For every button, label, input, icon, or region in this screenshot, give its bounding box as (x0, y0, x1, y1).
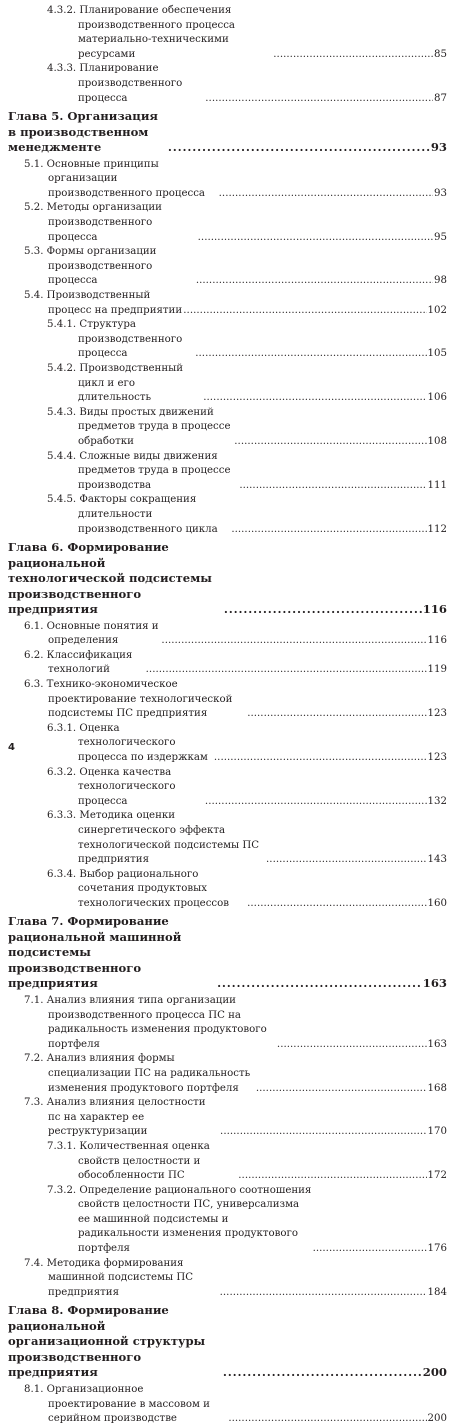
dot-leader (203, 391, 426, 406)
toc-item[interactable] (8, 1052, 447, 1096)
toc-item[interactable] (8, 245, 447, 289)
toc-entry-page: 87 (434, 92, 447, 104)
page-number: 4 (8, 742, 15, 753)
dot-leader (234, 435, 426, 450)
toc-item[interactable] (8, 994, 447, 1052)
toc-entry-title: 6.1. Основные понятия и определения (24, 620, 159, 647)
dot-leader (224, 602, 422, 618)
toc-entry-page: 93 (430, 140, 447, 155)
toc-entry-title: 5.4.4. Сложные виды движения предметов труда в процессе производства (47, 450, 231, 491)
toc-entry-page: 176 (427, 1243, 447, 1255)
toc-entry-page: 85 (434, 48, 447, 60)
dot-leader (220, 1125, 427, 1140)
dot-leader (168, 140, 430, 156)
toc-item[interactable] (8, 1184, 447, 1257)
toc-entry-title: Глава 7. Формирование рациональной машинной подсистемы производственного предприятия (8, 914, 182, 991)
toc-entry-page: 123 (427, 708, 447, 720)
toc-entry-title: 6.3.3. Методика оценки синергетического эффекта технологической подсистемы ПС предприятия (47, 810, 260, 866)
toc-entry-title: 7.2. Анализ влияния формы специализации ПС на радикальность изменения продуктового портфеля (24, 1053, 251, 1094)
toc-entry-page: 106 (427, 392, 447, 404)
dot-leader (277, 1038, 427, 1053)
toc-entry-title: 5.4.2. Производственный цикл и его длительность (47, 362, 184, 404)
dot-leader (219, 187, 433, 202)
toc-item[interactable] (8, 4, 447, 62)
toc-item[interactable] (8, 62, 447, 106)
toc-item[interactable] (8, 1140, 447, 1184)
toc-item[interactable] (8, 1096, 447, 1140)
toc-entry-title: Глава 8. Формирование рациональной организационной структуры производственного предприятия (8, 1303, 206, 1380)
toc-entry-page: 184 (427, 1286, 447, 1298)
dot-leader (239, 479, 426, 494)
dot-leader (196, 274, 433, 289)
dot-leader (217, 976, 422, 992)
toc-entry-title: 6.3.1. Оценка технологического процесса по издержкам (47, 722, 208, 763)
toc-entry-page: 143 (427, 854, 447, 866)
toc-entry-page: 172 (427, 1170, 447, 1182)
table-of-contents (8, 4, 447, 1427)
toc-entry-page: 132 (427, 795, 447, 807)
toc-entry-title: Глава 6. Формирование рациональной технологической подсистемы производственного предприятия (8, 540, 212, 617)
toc-entry-title: 7.3. Анализ влияния целостности пс на характер ее реструктуризации (24, 1097, 206, 1138)
toc-item[interactable] (8, 868, 447, 912)
toc-entry-page: 108 (427, 435, 447, 447)
toc-entry-title: 5.4.5. Факторы сокращения длительности производственного цикла (47, 494, 218, 535)
toc-item[interactable] (8, 809, 447, 867)
toc-item[interactable] (8, 678, 447, 722)
dot-leader (183, 304, 426, 319)
toc-item[interactable] (8, 722, 447, 766)
toc-item[interactable] (8, 766, 447, 810)
toc-item[interactable] (8, 649, 447, 678)
toc-item[interactable] (8, 493, 447, 537)
dot-leader (273, 48, 433, 63)
dot-leader (205, 795, 427, 810)
dot-leader (161, 634, 426, 649)
toc-entry-title: 5.3. Формы организации производственного процесса (24, 246, 157, 287)
toc-entry-title: 7.3.2. Определение рационального соотношения свойств целостности ПС, универсализма ее машинной подсистемы и радикальности изменения продуктового портфеля (47, 1184, 312, 1255)
toc-entry-page: 119 (427, 664, 447, 676)
toc-entry-title: 6.3.4. Выбор рационального сочетания продуктовых технологических процессов (47, 868, 229, 909)
dot-leader (205, 92, 433, 107)
toc-item[interactable] (8, 158, 447, 202)
toc-chapter[interactable] (8, 911, 447, 994)
toc-item[interactable] (8, 620, 447, 649)
toc-entry-title: 7.3.1. Количественная оценка свойств целостности и обособленности ПС (47, 1140, 210, 1182)
toc-entry-page: 102 (427, 304, 447, 316)
toc-item[interactable] (8, 289, 447, 318)
toc-entry-page: 93 (434, 187, 447, 199)
toc-item[interactable] (8, 406, 447, 450)
dot-leader (247, 707, 426, 722)
toc-entry-title: 5.4.1. Структура производственного процесса (47, 319, 183, 360)
dot-leader (195, 347, 426, 362)
toc-item[interactable] (8, 450, 447, 494)
dot-leader (231, 523, 426, 538)
toc-chapter[interactable] (8, 537, 447, 620)
toc-entry-title: 8.1. Организационное проектирование в массовом и серийном производстве (24, 1383, 210, 1425)
toc-entry-page: 160 (427, 897, 447, 909)
toc-entry-title: 7.1. Анализ влияния типа организации производственного процесса ПС на радикальность изменения продуктового портфеля (24, 994, 267, 1050)
dot-leader (198, 231, 433, 246)
dot-leader (247, 897, 426, 912)
dot-leader (238, 1169, 426, 1184)
toc-item[interactable] (8, 1257, 447, 1301)
toc-entry-page: 105 (427, 348, 447, 360)
toc-entry-page: 116 (422, 602, 447, 617)
toc-entry-page: 170 (427, 1126, 447, 1138)
dot-leader (214, 751, 427, 766)
toc-entry-title: 5.4.3. Виды простых движений предметов труда в процессе обработки (47, 406, 231, 447)
toc-entry-page: 116 (427, 635, 447, 647)
toc-entry-title: 4.3.2. Планирование обеспечения производственного процесса материально-техническими ресурсами (47, 5, 235, 60)
toc-entry-title: 5.2. Методы организации производственного процесса (24, 202, 162, 243)
toc-item[interactable] (8, 318, 447, 362)
toc-entry-title: 6.3. Технико-экономическое проектирование технологической подсистемы ПС предприятия (24, 678, 233, 720)
toc-item[interactable] (8, 201, 447, 245)
toc-entry-title: Глава 5. Организация в производственном менеджменте (8, 109, 158, 155)
toc-chapter[interactable] (8, 1300, 447, 1383)
toc-entry-page: 98 (434, 275, 447, 287)
toc-entry-page: 95 (434, 231, 447, 243)
dot-leader (256, 1082, 427, 1097)
toc-entry-title: 5.1. Основные принципы организации производственного процесса (24, 158, 205, 199)
toc-chapter[interactable] (8, 106, 447, 158)
toc-entry-page: 112 (427, 523, 447, 535)
dot-leader (223, 1365, 422, 1381)
toc-entry-title: 6.2. Классификация технологий (24, 649, 133, 676)
toc-entry-page: 111 (427, 479, 447, 491)
toc-entry-title: 4.3.3. Планирование производственного процесса (47, 63, 183, 104)
toc-entry-title: 6.3.2. Оценка качества технологического процесса (47, 766, 176, 807)
toc-entry-title: 5.4. Производственный процесс на предприятии (24, 290, 183, 316)
toc-entry-page: 163 (422, 976, 447, 991)
dot-leader (146, 663, 427, 678)
toc-entry-page: 200 (422, 1365, 447, 1380)
dot-leader (220, 1286, 427, 1301)
toc-entry-title: 7.4. Методика формирования машинной подсистемы ПС предприятия (24, 1257, 194, 1298)
toc-entry-page: 163 (427, 1038, 447, 1050)
toc-entry-page: 200 (427, 1413, 447, 1425)
toc-item[interactable] (8, 1383, 447, 1427)
toc-item[interactable] (8, 362, 447, 406)
dot-leader (266, 853, 427, 868)
toc-entry-page: 168 (427, 1082, 447, 1094)
toc-entry-page: 123 (427, 751, 447, 763)
dot-leader (228, 1412, 426, 1427)
dot-leader (313, 1242, 427, 1257)
